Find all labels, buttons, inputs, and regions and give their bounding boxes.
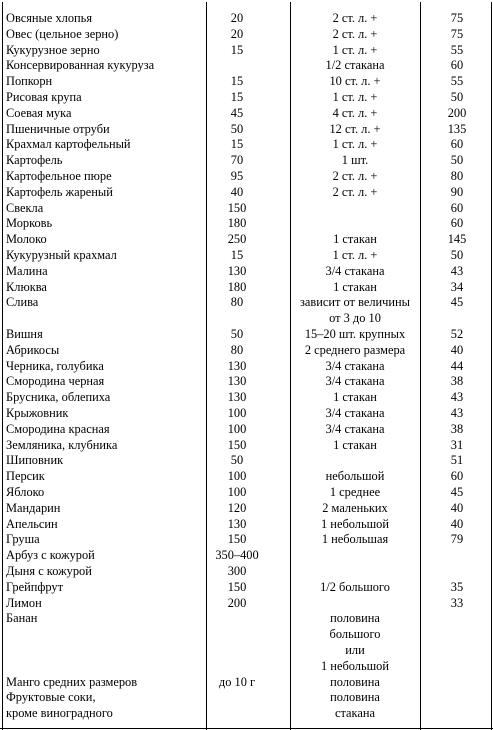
table-row — [0, 500, 493, 516]
food-name-cell: Свекла — [6, 200, 44, 215]
value-cell: 40 — [450, 342, 464, 357]
value-cell: 50 — [450, 248, 464, 262]
food-name-cell: Консервированная кукуруза — [6, 58, 155, 73]
measure-cell: стакана — [334, 706, 376, 721]
table-row — [0, 136, 493, 152]
food-name-cell: кроме виноградного — [6, 706, 113, 721]
value-cell: 50 — [450, 153, 464, 168]
table-row — [0, 642, 493, 658]
weight-cell: 80 — [230, 295, 244, 310]
food-name-cell: Клюква — [6, 279, 47, 294]
value-cell: 145 — [447, 232, 467, 247]
value-cell: 135 — [447, 121, 467, 136]
value-cell: 33 — [450, 595, 464, 610]
table-row — [0, 658, 493, 674]
value-cell: 75 — [450, 26, 464, 41]
weight-cell: до 10 г — [218, 674, 256, 689]
value-cell: 200 — [447, 105, 467, 120]
weight-cell: 20 — [230, 11, 244, 25]
weight-cell: 200 — [227, 595, 247, 610]
measure-cell: 1 небольшая — [321, 532, 389, 547]
weight-cell: 150 — [227, 579, 247, 594]
table-row — [0, 358, 493, 374]
weight-cell: 40 — [230, 184, 244, 199]
value-cell: 45 — [450, 295, 464, 310]
table-row — [0, 57, 493, 73]
measure-cell: 1/2 стакана — [325, 58, 385, 73]
weight-cell: 15 — [230, 137, 244, 152]
food-name-cell: Дыня с кожурой — [6, 564, 92, 578]
value-cell: 80 — [450, 169, 464, 183]
measure-cell: небольшой — [325, 469, 385, 484]
table-row — [0, 674, 493, 690]
table-row — [0, 610, 493, 626]
table-row — [0, 373, 493, 389]
food-name-cell: Смородина красная — [6, 421, 110, 436]
food-name-cell: Соевая мука — [6, 105, 72, 120]
measure-cell: 2 среднего размера — [304, 342, 406, 357]
food-name-cell: Лимон — [6, 595, 42, 610]
food-name-cell: Кукурузный крахмал — [6, 248, 117, 262]
table-row — [0, 200, 493, 216]
measure-cell: 3/4 стакана — [325, 263, 385, 278]
food-name-cell: Картофель жареный — [6, 184, 113, 199]
bottom-rule — [0, 728, 493, 729]
weight-cell: 50 — [230, 327, 244, 341]
weight-cell: 180 — [227, 216, 247, 231]
table-row — [0, 516, 493, 532]
measure-cell: 1/2 большого — [320, 579, 390, 594]
weight-cell: 95 — [230, 169, 244, 183]
food-name-cell: Картофельное пюре — [6, 169, 112, 183]
weight-cell: 130 — [227, 390, 247, 405]
value-cell: 51 — [450, 453, 464, 468]
weight-cell: 20 — [230, 26, 244, 41]
food-name-cell: Апельсин — [6, 516, 58, 531]
value-cell: 60 — [450, 58, 464, 73]
measure-cell: 1 стакан — [333, 390, 377, 405]
value-cell: 40 — [450, 516, 464, 531]
weight-cell: 100 — [227, 421, 247, 436]
food-name-cell: Малина — [6, 263, 48, 278]
table-row — [0, 73, 493, 89]
food-name-cell: Земляника, клубника — [6, 437, 118, 452]
measure-cell: 12 ст. л. + — [329, 121, 381, 136]
measure-cell: 2 маленьких — [322, 500, 388, 515]
table-row — [0, 10, 493, 26]
weight-cell: 130 — [227, 263, 247, 278]
table-row — [0, 105, 493, 121]
value-cell: 55 — [450, 74, 464, 89]
measure-cell: 1 ст. л. + — [332, 42, 378, 57]
value-cell: 90 — [450, 184, 464, 199]
measure-cell: 1 ст. л. + — [332, 90, 378, 104]
measure-cell: 1 стакан — [333, 437, 377, 452]
value-cell: 35 — [450, 579, 464, 594]
weight-cell: 70 — [230, 153, 244, 168]
measure-cell: 15–20 шт. крупных — [304, 327, 406, 341]
weight-cell: 130 — [227, 358, 247, 373]
table-row — [0, 89, 493, 105]
weight-cell: 80 — [230, 342, 244, 357]
value-cell: 55 — [450, 42, 464, 57]
measure-cell: 3/4 стакана — [325, 374, 385, 389]
measure-cell: 1 стакан — [333, 279, 377, 294]
food-name-cell: Банан — [6, 611, 38, 626]
table-row — [0, 342, 493, 358]
weight-cell: 150 — [227, 532, 247, 547]
food-name-cell: Крыжовник — [6, 406, 69, 420]
measure-cell: 1 ст. л. + — [332, 137, 378, 152]
measure-cell: 2 ст. л. + — [332, 184, 378, 199]
table-row — [0, 231, 493, 247]
value-cell: 43 — [450, 390, 464, 405]
measure-cell: 1 ст. л. + — [332, 248, 378, 262]
measure-cell: 1 небольшой — [321, 516, 389, 531]
table-row — [0, 326, 493, 342]
food-name-cell: Черника, голубика — [6, 358, 104, 373]
table-row — [0, 310, 493, 326]
weight-cell: 150 — [227, 200, 247, 215]
table-row — [0, 184, 493, 200]
food-name-cell: Крахмал картофельный — [6, 137, 131, 152]
measure-cell: 1 шт. — [341, 153, 369, 168]
measure-cell: половина — [330, 611, 380, 626]
table-row — [0, 579, 493, 595]
table-row — [0, 421, 493, 437]
measure-cell: 3/4 стакана — [325, 358, 385, 373]
table-row — [0, 547, 493, 563]
table-row — [0, 437, 493, 453]
weight-cell: 130 — [227, 516, 247, 531]
table-row — [0, 689, 493, 705]
table-row — [0, 168, 493, 184]
weight-cell: 100 — [227, 469, 247, 484]
measure-cell: 3/4 стакана — [325, 406, 385, 420]
table-row — [0, 26, 493, 42]
table-row — [0, 389, 493, 405]
food-name-cell: Фруктовые соки, — [6, 690, 96, 705]
table-row — [0, 705, 493, 721]
table-row — [0, 279, 493, 295]
measure-cell: зависит от величины — [300, 295, 410, 310]
food-name-cell: Манго средних размеров — [6, 674, 138, 689]
table-row — [0, 121, 493, 137]
value-cell: 60 — [450, 469, 464, 484]
measure-cell: 1 небольшой — [321, 658, 389, 673]
table-row — [0, 247, 493, 263]
value-cell: 60 — [450, 200, 464, 215]
value-cell: 43 — [450, 263, 464, 278]
measure-cell: 4 ст. л. + — [332, 105, 378, 120]
food-name-cell: Арбуз с кожурой — [6, 548, 95, 563]
food-name-cell: Овес (цельное зерно) — [6, 26, 119, 41]
food-name-cell: Грейпфрут — [6, 579, 64, 594]
weight-cell: 150 — [227, 437, 247, 452]
food-name-cell: Слива — [6, 295, 39, 310]
value-cell: 60 — [450, 137, 464, 152]
measure-cell: большого — [329, 627, 381, 642]
weight-cell: 120 — [227, 500, 247, 515]
food-name-cell: Брусника, облепиха — [6, 390, 111, 405]
food-name-cell: Груша — [6, 532, 40, 547]
measure-cell: 2 ст. л. + — [332, 11, 378, 25]
measure-cell: 10 ст. л. + — [329, 74, 381, 89]
table-row — [0, 294, 493, 310]
food-name-cell: Кукурузное зерно — [6, 42, 100, 57]
measure-cell: 2 ст. л. + — [332, 26, 378, 41]
table-row — [0, 42, 493, 58]
weight-cell: 250 — [227, 232, 247, 247]
measure-cell: 3/4 стакана — [325, 421, 385, 436]
value-cell: 52 — [450, 327, 464, 341]
weight-cell: 350–400 — [215, 548, 259, 563]
weight-cell: 15 — [230, 248, 244, 262]
weight-cell: 100 — [227, 485, 247, 499]
weight-cell: 130 — [227, 374, 247, 389]
table-row — [0, 215, 493, 231]
measure-cell: от 3 до 10 — [329, 311, 381, 326]
table-row — [0, 263, 493, 279]
food-name-cell: Морковь — [6, 216, 53, 231]
table-row — [0, 468, 493, 484]
food-name-cell: Попкорн — [6, 74, 53, 89]
measure-cell: 1 среднее — [329, 485, 381, 499]
food-name-cell: Шиповник — [6, 453, 64, 468]
table-row — [0, 531, 493, 547]
table-row — [0, 626, 493, 642]
value-cell: 75 — [450, 11, 464, 25]
weight-cell: 300 — [227, 564, 247, 578]
weight-cell: 50 — [230, 453, 244, 468]
food-name-cell: Молоко — [6, 232, 47, 247]
value-cell: 60 — [450, 216, 464, 231]
food-name-cell: Вишня — [6, 327, 43, 341]
food-name-cell: Мандарин — [6, 500, 61, 515]
value-cell: 38 — [450, 374, 464, 389]
measure-cell: или — [345, 643, 365, 657]
table-row — [0, 595, 493, 611]
table-row — [0, 452, 493, 468]
value-cell: 31 — [450, 437, 464, 452]
food-name-cell: Пшеничные отруби — [6, 121, 110, 136]
measure-cell: 2 ст. л. + — [332, 169, 378, 183]
weight-cell: 50 — [230, 121, 244, 136]
weight-cell: 180 — [227, 279, 247, 294]
value-cell: 44 — [450, 358, 464, 373]
weight-cell: 100 — [227, 406, 247, 420]
value-cell: 45 — [450, 485, 464, 499]
value-cell: 34 — [450, 279, 464, 294]
food-name-cell: Картофель — [6, 153, 63, 168]
food-name-cell: Яблоко — [6, 485, 45, 499]
value-cell: 50 — [450, 90, 464, 104]
food-name-cell: Абрикосы — [6, 342, 60, 357]
table-row — [0, 152, 493, 168]
value-cell: 38 — [450, 421, 464, 436]
table-row — [0, 484, 493, 500]
food-name-cell: Смородина черная — [6, 374, 105, 389]
measure-cell: 1 стакан — [333, 232, 377, 247]
weight-cell: 15 — [230, 74, 244, 89]
value-cell: 40 — [450, 500, 464, 515]
weight-cell: 15 — [230, 90, 244, 104]
weight-cell: 45 — [230, 105, 244, 120]
food-name-cell: Персик — [6, 469, 45, 484]
food-name-cell: Овсяные хлопья — [6, 11, 93, 25]
measure-cell: половина — [330, 674, 380, 689]
value-cell: 43 — [450, 406, 464, 420]
weight-cell: 15 — [230, 42, 244, 57]
table-row — [0, 563, 493, 579]
table-row — [0, 405, 493, 421]
measure-cell: половина — [330, 690, 380, 705]
food-name-cell: Рисовая крупа — [6, 90, 82, 104]
value-cell: 79 — [450, 532, 464, 547]
